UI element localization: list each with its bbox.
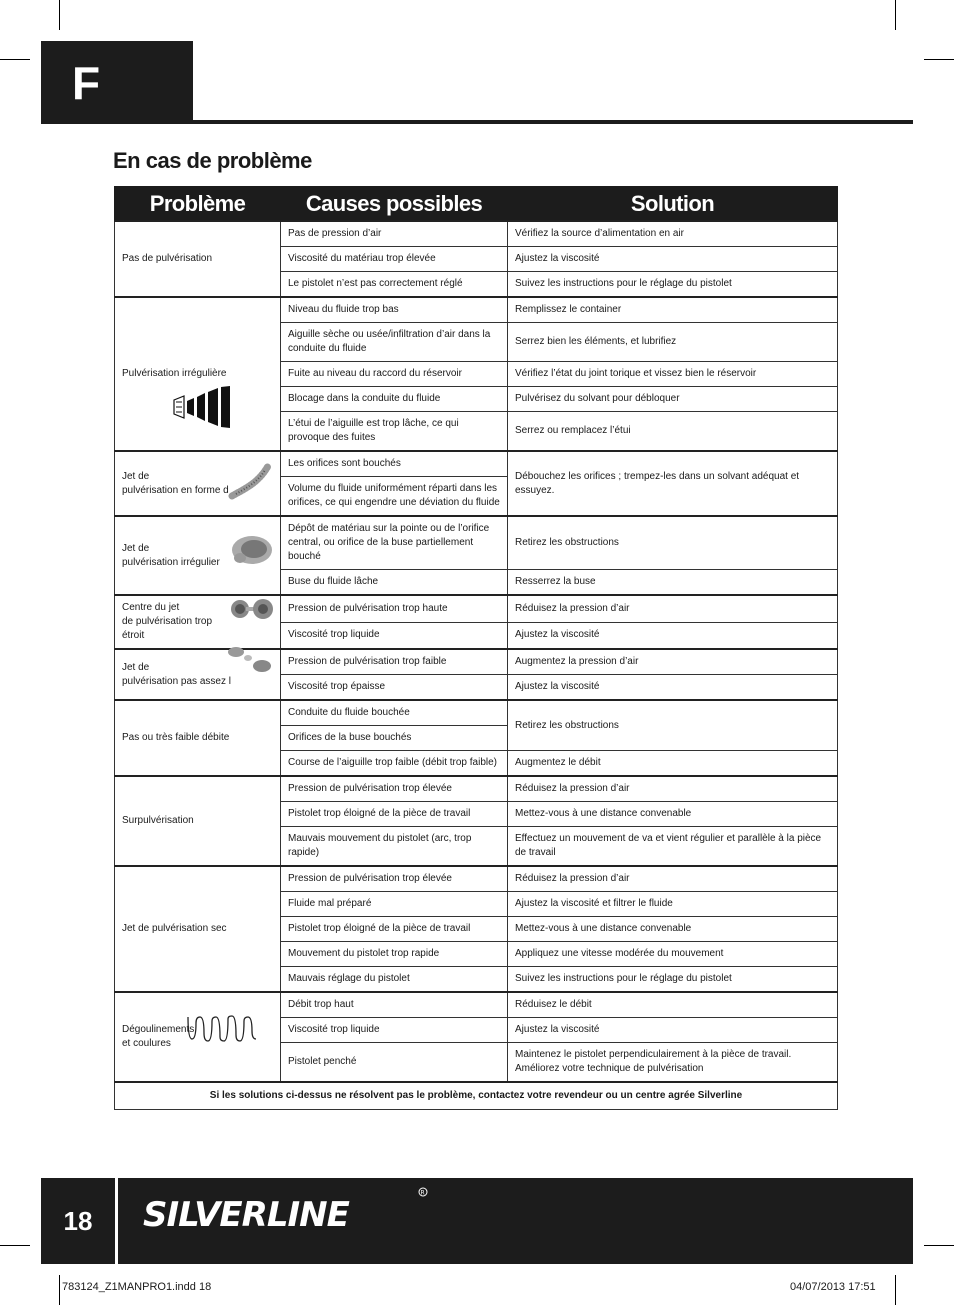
- problem-cell: [115, 776, 281, 866]
- problem-label: Surpulvérisation: [122, 815, 194, 826]
- header-rule: [41, 120, 913, 124]
- brand-wordmark: SILVERLINE: [143, 1195, 349, 1235]
- cause-cell: Blocage dans la conduite du fluide: [281, 387, 508, 412]
- solution-cell: Remplissez le container: [508, 297, 838, 323]
- crop-mark: [924, 1245, 954, 1246]
- problem-label: pulvérisation pas assez l: [122, 675, 231, 687]
- cause-cell: Viscosité du matériau trop élevée: [281, 247, 508, 272]
- solution-cell: Pulvérisez du solvant pour débloquer: [508, 387, 838, 412]
- solution-cell: Ajustez la viscosité: [508, 1018, 838, 1043]
- cause-cell: Fluide mal préparé: [281, 892, 508, 917]
- cause-cell: Le pistolet n’est pas correctement réglé: [281, 272, 508, 298]
- solution-cell: Augmentez le débit: [508, 751, 838, 777]
- cause-cell: Pistolet trop éloigné de la pièce de travail: [281, 917, 508, 942]
- problem-label: pulvérisation en forme d: [122, 484, 229, 496]
- solution-cell: Resserrez la buse: [508, 570, 838, 596]
- problem-label: pulvérisation irrégulier: [122, 556, 220, 568]
- problem-cell: [115, 866, 281, 992]
- table-row: [115, 595, 838, 622]
- table-row: [115, 700, 838, 726]
- solution-cell: Maintenez le pistolet perpendiculairement à la pièce de travail. Améliorez votre technique de pulvérisation: [508, 1043, 838, 1083]
- cause-cell: Pistolet trop éloigné de la pièce de travail: [281, 802, 508, 827]
- solution-cell: Vérifiez la source d’alimentation en air: [508, 221, 838, 247]
- problem-cell: [115, 595, 281, 649]
- troubleshooting-table: [114, 186, 838, 1110]
- crop-mark: [59, 0, 60, 30]
- solution-cell: Ajustez la viscosité: [508, 622, 838, 649]
- slug-file-info: 783124_Z1MANPRO1.indd 18: [62, 1281, 212, 1293]
- solution-cell: Effectuez un mouvement de va et vient régulier et parallèle à la pièce de travail: [508, 827, 838, 867]
- cause-cell: Pas de pression d’air: [281, 221, 508, 247]
- problem-cell: [115, 221, 281, 297]
- solution-cell: Serrez ou remplacez l’étui: [508, 412, 838, 452]
- cause-cell: Pistolet penché: [281, 1043, 508, 1083]
- solution-cell: Augmentez la pression d’air: [508, 649, 838, 675]
- cause-cell: Buse du fluide lâche: [281, 570, 508, 596]
- problem-label: et coulures: [122, 1038, 171, 1049]
- table-body: [115, 221, 838, 1082]
- problem-label: Pulvérisation irrégulière: [122, 368, 227, 379]
- slug-date-time: 04/07/2013 17:51: [790, 1281, 876, 1293]
- header-solution: Solution: [508, 187, 838, 222]
- solution-cell: Appliquez une vitesse modérée du mouvement: [508, 942, 838, 967]
- problem-label: Pas de pulvérisation: [122, 253, 213, 264]
- problem-label: Jet de pulvérisation sec: [122, 923, 227, 934]
- crop-mark: [59, 1275, 60, 1305]
- footer-separator: [115, 1178, 118, 1264]
- silverline-logo: [135, 1186, 430, 1238]
- cause-cell: Débit trop haut: [281, 992, 508, 1018]
- problem-label: Jet de: [122, 661, 150, 673]
- page-number: 18: [63, 1205, 93, 1236]
- table-row: [115, 516, 838, 570]
- problem-label: étroit: [122, 630, 145, 641]
- problem-label: Jet de: [122, 542, 150, 554]
- crop-mark: [0, 1245, 30, 1246]
- cause-cell: Pression de pulvérisation trop haute: [281, 595, 508, 622]
- solution-cell: Réduisez le débit: [508, 992, 838, 1018]
- crop-mark: [895, 1275, 896, 1305]
- table-row: [115, 451, 838, 477]
- problem-label: de pulvérisation trop: [122, 616, 213, 627]
- solution-cell: Mettez-vous à une distance convenable: [508, 802, 838, 827]
- cause-cell: Dépôt de matériau sur la pointe ou de l’orifice central, ou orifice de la buse partiellement bouché: [281, 516, 508, 570]
- cause-cell: Orifices de la buse bouchés: [281, 726, 508, 751]
- cause-cell: Viscosité trop liquide: [281, 622, 508, 649]
- solution-cell: Réduisez la pression d’air: [508, 866, 838, 892]
- problem-label: Jet de: [122, 470, 150, 482]
- problem-label: Centre du jet: [122, 602, 180, 613]
- problem-label: Dégoulinements: [122, 1024, 195, 1035]
- solution-cell: Serrez bien les éléments, et lubrifiez: [508, 323, 838, 362]
- cause-cell: Pression de pulvérisation trop élevée: [281, 866, 508, 892]
- problem-cell: [115, 451, 281, 516]
- solution-cell: Débouchez les orifices ; trempez-les dans un solvant adéquat et essuyez.: [508, 451, 838, 516]
- table-row: [115, 776, 838, 802]
- cause-cell: Viscosité trop liquide: [281, 1018, 508, 1043]
- solution-cell: Retirez les obstructions: [508, 700, 838, 751]
- problem-cell: [115, 700, 281, 776]
- solution-cell: Réduisez la pression d’air: [508, 776, 838, 802]
- cause-cell: Course de l’aiguille trop faible (débit trop faible): [281, 751, 508, 777]
- cause-cell: Les orifices sont bouchés: [281, 451, 508, 477]
- solution-cell: Ajustez la viscosité: [508, 247, 838, 272]
- solution-cell: Mettez-vous à une distance convenable: [508, 917, 838, 942]
- page-title: En cas de problème: [113, 148, 312, 173]
- section-tab: [41, 41, 193, 123]
- cause-cell: Fuite au niveau du raccord du réservoir: [281, 362, 508, 387]
- section-letter: F: [72, 57, 101, 109]
- crop-mark: [895, 0, 896, 30]
- table-row: [115, 866, 838, 892]
- cause-cell: Volume du fluide uniformément réparti dans les orifices, ce qui engendre une déviation du fluide: [281, 477, 508, 517]
- solution-cell: Suivez les instructions pour le réglage du pistolet: [508, 967, 838, 993]
- cause-cell: Mouvement du pistolet trop rapide: [281, 942, 508, 967]
- problem-cell: [115, 516, 281, 595]
- table-row: [115, 649, 838, 675]
- cause-cell: Niveau du fluide trop bas: [281, 297, 508, 323]
- cause-cell: Pression de pulvérisation trop élevée: [281, 776, 508, 802]
- solution-cell: Ajustez la viscosité et filtrer le fluide: [508, 892, 838, 917]
- cause-cell: Viscosité trop épaisse: [281, 675, 508, 701]
- cause-cell: L’étui de l’aiguille est trop lâche, ce qui provoque des fuites: [281, 412, 508, 452]
- solution-cell: Réduisez la pression d’air: [508, 595, 838, 622]
- svg-text:R: R: [420, 1189, 425, 1197]
- solution-cell: Ajustez la viscosité: [508, 675, 838, 701]
- header-problem: Problème: [115, 187, 281, 222]
- spray-pattern-icon: [172, 386, 232, 428]
- problem-label: Pas ou très faible débite: [122, 732, 230, 743]
- cause-cell: Mauvais réglage du pistolet: [281, 967, 508, 993]
- footer-note: Si les solutions ci-dessus ne résolvent pas le problème, contactez votre revendeur ou un centre agrée Silverline: [115, 1082, 838, 1110]
- cause-cell: Pression de pulvérisation trop faible: [281, 649, 508, 675]
- solution-cell: Suivez les instructions pour le réglage du pistolet: [508, 272, 838, 298]
- cause-cell: Conduite du fluide bouchée: [281, 700, 508, 726]
- solution-cell: Retirez les obstructions: [508, 516, 838, 570]
- table-row: [115, 297, 838, 323]
- table-row: [115, 221, 838, 247]
- crop-mark: [0, 59, 30, 60]
- solution-cell: Vérifiez l’état du joint torique et vissez bien le réservoir: [508, 362, 838, 387]
- crop-mark: [924, 59, 954, 60]
- problem-cell: [115, 992, 281, 1082]
- cause-cell: Aiguille sèche ou usée/infiltration d’air dans la conduite du fluide: [281, 323, 508, 362]
- header-causes: Causes possibles: [281, 187, 508, 222]
- cause-cell: Mauvais mouvement du pistolet (arc, trop rapide): [281, 827, 508, 867]
